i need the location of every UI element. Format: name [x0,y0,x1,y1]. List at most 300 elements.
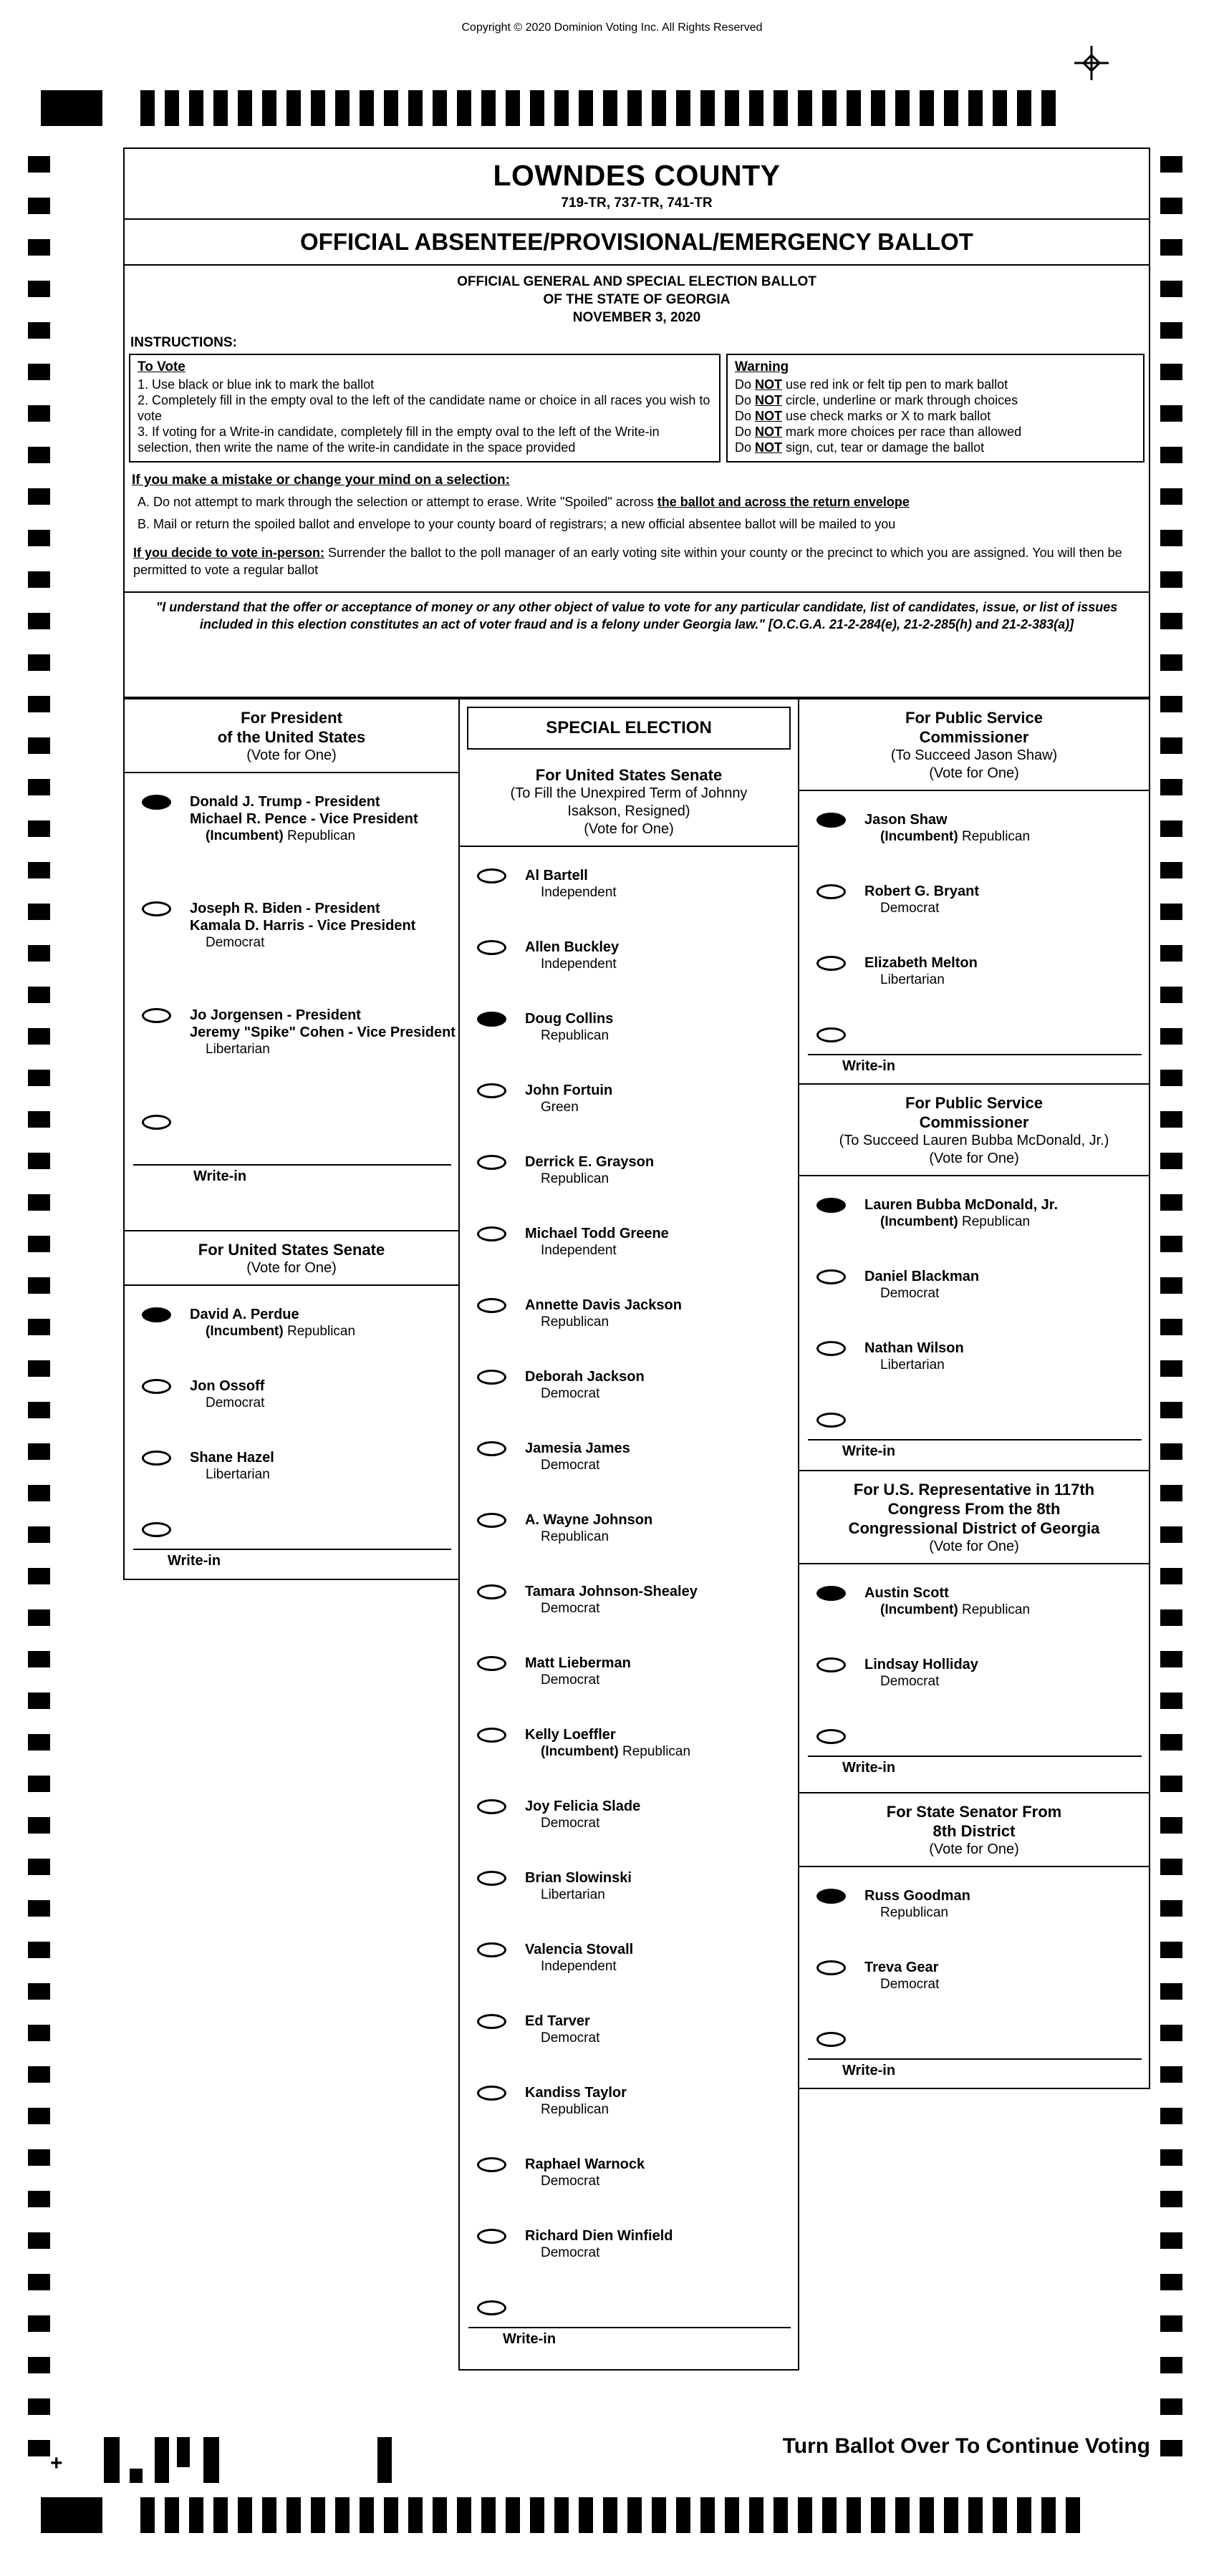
candidate-text [864,954,978,988]
party-name: Democrat [541,2174,600,2189]
candidate-party [525,2173,645,2189]
candidate-party [525,2245,673,2261]
candidate-text [525,1655,631,1688]
candidate-party [525,956,619,972]
write-in-oval[interactable] [142,1115,171,1130]
contest-title: Commissioner [919,1113,1029,1131]
candidate-party [190,1041,456,1057]
candidate-text [525,1297,682,1330]
party-name: Independent [541,885,617,900]
contest-state-senate-8 [798,1792,1150,2089]
candidate-name: Michael Todd Greene [525,1226,669,1241]
write-in-row [799,1026,1149,1042]
candidate-text [525,1583,698,1617]
timing-mark-block-bottom-left [41,2497,102,2533]
timing-marks-bottom [140,2497,1080,2533]
contest-title: For United States Senate [198,1241,385,1259]
party-name: Republican [541,1529,609,1544]
candidate-name: Joseph R. Biden - President [190,901,380,916]
oval-jo-jorgensen-president[interactable] [142,1008,171,1023]
oval-valencia-stovall[interactable] [477,1942,506,1957]
oval-brian-slowinski[interactable] [477,1871,506,1886]
oval-joseph-r-biden-president[interactable] [142,901,171,916]
candidate-party [525,1242,669,1259]
incumbent-label: (Incumbent) [880,1214,962,1229]
candidate-party [864,900,979,916]
candidate-row [125,1377,458,1411]
contest-title: For U.S. Representative in 117th [853,1481,1095,1498]
candidate-text [864,1196,1058,1230]
party-name: Republican [541,1028,609,1043]
candidate-row [460,1583,798,1617]
candidate-name: Nathan Wilson [864,1340,964,1356]
candidate-name: Doug Collins [525,1011,614,1027]
oval-john-fortuin[interactable] [477,1083,506,1098]
candidate-row [799,1959,1149,1992]
warning-item: Do NOT sign, cut, tear or damage the ballot [735,440,985,455]
candidate-party [864,1904,970,1921]
ballot-column-2 [458,698,799,2371]
contest-header [125,699,458,773]
in-person-section [125,533,1149,578]
to-vote-box [129,354,721,463]
warning-item: Do NOT mark more choices per race than allowed [735,425,1022,439]
alignment-bar [130,2469,143,2483]
candidate-party [525,1743,690,1760]
party-name: Republican [541,2102,609,2117]
oval-raphael-warnock[interactable] [477,2157,506,2172]
ballot-header [123,147,1150,698]
candidate-text [525,1368,645,1402]
candidate-text [864,1959,939,1992]
party-name: Democrat [541,2245,600,2260]
election-title-line: NOVEMBER 3, 2020 [572,310,701,325]
candidate-row [460,1225,798,1259]
instructions-boxes [125,354,1149,463]
oval-derrick-e-grayson[interactable] [477,1155,506,1170]
party-name: Democrat [880,1286,940,1301]
ballot-column-3 [798,698,1150,2089]
candidate-name: Allen Buckley [525,939,620,955]
candidate-text [190,793,418,844]
candidate-name: Donald J. Trump - President [190,794,380,810]
oval-treva-gear[interactable] [816,1960,846,1975]
candidate-name: Raphael Warnock [525,2156,645,2172]
timing-mark-block-top-left [41,90,102,126]
write-in-oval[interactable] [477,2300,506,2315]
candidate-name: Kandiss Taylor [525,2085,627,2101]
candidate-text [525,2084,627,2118]
write-in-label: Write-in [193,1168,247,1184]
oval-nathan-wilson[interactable] [816,1341,846,1356]
oval-david-a-perdue[interactable] [142,1307,171,1322]
contest-header [460,757,798,847]
contest-body [460,847,798,2356]
candidate-name: Jon Ossoff [190,1378,265,1394]
write-in-row [799,1411,1149,1428]
party-name: Republican [541,1314,609,1330]
incumbent-label: (Incumbent) [206,1324,287,1339]
warning-item: Do NOT circle, underline or mark through choices [735,393,1018,407]
candidate-party [525,1171,654,1187]
contest-note: Isakson, Resigned) [567,803,690,819]
candidate-row [125,793,458,844]
party-name: Libertarian [541,1887,605,1902]
candidate-name: Michael R. Pence - Vice President [190,811,418,827]
candidate-party [190,1323,355,1340]
write-in-row [460,2299,798,2315]
candidate-text [864,1584,1030,1618]
candidate-party [864,828,1030,845]
candidate-name: Richard Dien Winfield [525,2228,673,2244]
candidate-row [460,1941,798,1975]
candidate-name: Brian Slowinski [525,1870,632,1886]
candidate-name: Jamesia James [525,1440,630,1456]
party-name: Libertarian [880,972,945,987]
party-name: Republican [287,1324,356,1339]
candidate-row [460,867,798,901]
contest-special-us-senate [458,698,799,2371]
oval-annette-davis-jackson[interactable] [477,1298,506,1313]
incumbent-label: (Incumbent) [880,1602,962,1617]
party-name: Democrat [880,1977,940,1992]
oval-allen-buckley[interactable] [477,940,506,955]
candidate-text [190,1449,274,1483]
copyright-notice: Copyright © 2020 Dominion Voting Inc. All Rights Reserved [461,21,763,34]
contest-psc-mcdonald [798,1083,1150,1471]
candidate-text [525,1869,632,1903]
candidate-row [799,1887,1149,1921]
candidate-text [525,2013,599,2046]
oval-donald-j-trump-president[interactable] [142,795,171,810]
party-name: Libertarian [206,1467,270,1482]
mistake-title: If you make a mistake or change your mind on a selection: [132,473,510,488]
candidate-name: Russ Goodman [864,1888,970,1904]
write-in-label: Write-in [503,2331,556,2347]
write-in-oval[interactable] [816,1729,846,1744]
candidate-name: Kelly Loeffler [525,1727,616,1743]
in-person-title: If you decide to vote in-person: [133,546,325,560]
party-name: Democrat [541,2030,600,2045]
to-vote-item: 1. Use black or blue ink to mark the ballot [138,377,375,392]
instructions-label: INSTRUCTIONS: [130,335,237,350]
to-vote-items [138,377,712,455]
party-name: Republican [880,1905,949,1920]
candidate-name: Robert G. Bryant [864,883,980,899]
party-name: Republican [962,1602,1031,1617]
party-name: Democrat [206,935,265,950]
oval-russ-goodman[interactable] [816,1889,846,1904]
candidate-party [525,1600,698,1617]
candidate-name: Al Bartell [525,868,588,883]
candidate-party [525,1457,630,1473]
turn-ballot-over-instruction: Turn Ballot Over To Continue Voting [782,2434,1150,2458]
contest-instruction: (Vote for One) [246,747,337,763]
candidate-party [525,1385,645,1402]
candidate-text [864,883,979,916]
party-name: Democrat [541,1601,600,1616]
warning-title: Warning [735,359,789,374]
candidate-row [799,954,1149,988]
party-name: Democrat [541,1458,600,1473]
not-emphasis: NOT [755,409,783,423]
oval-elizabeth-melton[interactable] [816,956,846,971]
write-in-label: Write-in [842,1760,896,1776]
party-name: Republican [287,828,356,843]
candidate-row [125,1306,458,1340]
contest-body [799,1564,1149,1785]
contest-title: 8th District [933,1822,1016,1840]
write-in-row [125,1113,458,1130]
contest-title: For Public Service [905,709,1043,727]
contest-body [125,773,458,1193]
to-vote-item: 2. Completely fill in the empty oval to the left of the candidate name or choice in all races you wish to vote [138,393,710,423]
candidate-text [525,867,617,901]
contest-header [799,1085,1149,1176]
contest-instruction: (Vote for One) [929,765,1019,781]
mistake-line-a-text: A. Do not attempt to mark through the selection or attempt to erase. Write "Spoiled" across [138,495,657,509]
oval-shane-hazel[interactable] [142,1451,171,1466]
oval-daniel-blackman[interactable] [816,1269,846,1284]
write-in-oval[interactable] [816,1027,846,1042]
contest-instruction: (Vote for One) [929,1151,1019,1166]
candidate-party [525,1529,652,1545]
candidate-party [525,1314,682,1330]
contest-instruction: (Vote for One) [584,821,674,837]
oval-richard-dien-winfield[interactable] [477,2229,506,2244]
party-name: Green [541,1100,579,1115]
warning-item: Do NOT use red ink or felt tip pen to mark ballot [735,377,1008,392]
timing-marks-right [1160,156,1182,2456]
candidate-row [460,1511,798,1545]
candidate-text [525,1511,652,1545]
party-name: Republican [622,1744,691,1759]
not-emphasis: NOT [755,425,783,439]
to-vote-title: To Vote [138,359,185,374]
candidate-text [190,1007,456,1057]
contest-title: For Public Service [905,1094,1043,1112]
party-name: Independent [541,1959,617,1974]
candidate-row [460,939,798,972]
candidate-party [864,1673,978,1690]
contest-instruction: (Vote for One) [246,1260,337,1276]
candidate-row [460,2156,798,2189]
contest-body [125,1286,458,1578]
contest-title: Congressional District of Georgia [848,1519,1100,1537]
candidate-row [460,1153,798,1187]
party-name: Democrat [880,901,940,916]
party-name: Independent [541,957,617,972]
oval-al-bartell[interactable] [477,868,506,883]
oval-a-wayne-johnson[interactable] [477,1513,506,1528]
oval-lauren-bubba-mcdonald-jr[interactable] [816,1198,846,1213]
mistake-line-a-emphasis: the ballot and across the return envelope [657,495,910,509]
oval-michael-todd-greene[interactable] [477,1226,506,1241]
to-vote-item: 3. If voting for a Write-in candidate, completely fill in the empty oval to the left of the Write-in selection, then write the name of the write-in candidate in the space provided [138,425,660,455]
candidate-party [190,1466,274,1483]
oval-lindsay-holliday[interactable] [816,1657,846,1672]
oval-kandiss-taylor[interactable] [477,2086,506,2101]
candidate-row [460,1440,798,1473]
candidate-name: Valencia Stovall [525,1942,634,1957]
timing-marks-left [28,156,50,2456]
mistake-section [125,463,1149,533]
candidate-text [190,1306,355,1340]
candidate-party [864,1602,1030,1618]
candidate-row [799,811,1149,845]
candidate-party [864,1214,1058,1230]
candidate-row [460,2013,798,2046]
special-election-banner: SPECIAL ELECTION [467,707,791,750]
write-in-row [125,1521,458,1537]
party-name: Independent [541,1243,617,1258]
oval-tamara-johnson-shealey[interactable] [477,1584,506,1599]
mistake-line-a [132,488,1142,510]
candidate-party [190,1395,264,1411]
not-emphasis: NOT [755,440,783,455]
candidate-party [525,1027,613,1044]
oval-jamesia-james[interactable] [477,1441,506,1456]
contest-header [799,699,1149,791]
not-emphasis: NOT [755,393,783,407]
party-name: Libertarian [880,1357,945,1372]
candidate-row [799,1340,1149,1373]
candidate-name: Jason Shaw [864,812,948,828]
candidate-row [460,1082,798,1115]
ballot-column-1 [123,698,460,1580]
candidate-text [525,1082,612,1115]
election-title-line: OF THE STATE OF GEORGIA [543,292,731,307]
in-person-text: Surrender the ballot to the poll manager of an early voting site within your county or the precinct to which you are assigned. You will then be permitted to vote a regular ballot [133,546,1122,577]
contest-body [799,1867,1149,2088]
candidate-text [864,1268,979,1302]
contest-title: Congress From the 8th [887,1500,1061,1518]
contest-us-senate [123,1230,460,1580]
oval-robert-g-bryant[interactable] [816,884,846,899]
candidate-row [460,1798,798,1831]
warning-item: Do NOT use check marks or X to mark ballot [735,409,991,423]
contest-us-rep-8 [798,1470,1150,1793]
party-name: Democrat [541,1672,600,1688]
candidate-row [460,1368,798,1402]
candidate-name: Joy Felicia Slade [525,1798,641,1814]
contest-body [799,1176,1149,1468]
write-in-oval[interactable] [816,2032,846,2047]
candidate-party [525,2030,599,2046]
mistake-line-b: B. Mail or return the spoiled ballot and envelope to your county board of registrars; a new official absentee ballot will be mailed to you [138,517,896,531]
candidate-row [460,1869,798,1903]
candidate-name: Derrick E. Grayson [525,1154,655,1170]
candidate-name: Jo Jorgensen - President [190,1007,361,1023]
contest-title: For State Senator From [886,1803,1062,1821]
contest-note: (To Succeed Lauren Bubba McDonald, Jr.) [839,1133,1109,1148]
party-name: Libertarian [206,1042,270,1057]
contest-instruction: (Vote for One) [929,1841,1019,1857]
candidate-text [525,1941,633,1975]
candidate-name: Tamara Johnson-Shealey [525,1584,698,1599]
candidate-row [460,1655,798,1688]
candidate-name: Elizabeth Melton [864,955,978,971]
party-name: Democrat [541,1816,600,1831]
oval-joy-felicia-slade[interactable] [477,1799,506,1814]
candidate-row [460,1297,798,1330]
oval-doug-collins[interactable] [477,1012,506,1027]
oval-austin-scott[interactable] [816,1586,846,1601]
party-name: Republican [541,1171,609,1186]
candidate-text [190,1377,264,1411]
candidate-row [125,1007,458,1057]
oval-kelly-loeffler[interactable] [477,1728,506,1743]
candidate-text [525,2227,673,2261]
candidate-name: David A. Perdue [190,1307,299,1322]
candidate-name: A. Wayne Johnson [525,1512,653,1528]
candidate-text [525,2156,645,2189]
incumbent-label: (Incumbent) [541,1744,622,1759]
candidate-party [525,2101,627,2118]
candidate-row [460,1726,798,1760]
write-in-oval[interactable] [816,1413,846,1428]
candidate-party [864,1357,964,1373]
candidate-name: Lindsay Holliday [864,1657,978,1672]
contest-note: (To Fill the Unexpired Term of Johnny [510,785,748,801]
candidate-party [864,1976,939,1992]
party-name: Democrat [206,1395,265,1410]
oval-jon-ossoff[interactable] [142,1379,171,1394]
candidate-row [125,1449,458,1483]
contest-title: For President [241,709,342,727]
candidate-party [525,1672,631,1688]
write-in-label: Write-in [842,1443,896,1459]
candidate-text [864,1656,978,1690]
warning-box [726,354,1145,463]
warning-items [735,377,1136,455]
election-title-line: OFFICIAL GENERAL AND SPECIAL ELECTION BALLOT [457,274,816,289]
contest-title: Commissioner [919,728,1029,746]
timing-marks-top [140,90,1056,126]
oval-deborah-jackson[interactable] [477,1370,506,1385]
write-in-oval[interactable] [142,1522,171,1537]
candidate-row [460,2227,798,2261]
precinct-codes: 719-TR, 737-TR, 741-TR [561,195,713,210]
write-in-row [799,1728,1149,1744]
fraud-statement: "I understand that the offer or acceptance of money or any other object of value to vote for any particular candidate, list of candidates, issue, or list of issues included in this election constitutes an act of voter fraud and is a felony under Georgia law." [O.C.G.A. 21-2-284(e), 21-2-285(h) and 21-2-383(a)] [125,591,1149,641]
candidate-party [525,884,617,901]
oval-jason-shaw[interactable] [816,813,846,828]
not-emphasis: NOT [755,377,783,392]
oval-ed-tarver[interactable] [477,2014,506,2029]
candidate-row [460,1010,798,1044]
write-in-row [799,2030,1149,2047]
candidate-party [864,972,978,988]
party-name: Democrat [880,1674,940,1689]
candidate-party [525,1815,640,1831]
party-name: Republican [962,829,1031,844]
oval-matt-lieberman[interactable] [477,1656,506,1671]
candidate-party [190,828,418,844]
contest-instruction: (Vote for One) [929,1539,1019,1554]
candidate-text [525,1440,630,1473]
write-in-label: Write-in [842,2063,896,2078]
candidate-row [799,1196,1149,1230]
election-title [125,266,1149,331]
write-in-label: Write-in [842,1058,896,1074]
candidate-row [799,883,1149,916]
candidate-name: Shane Hazel [190,1450,274,1466]
contest-body [799,791,1149,1083]
incumbent-label: (Incumbent) [206,828,287,843]
candidate-name: Jeremy "Spike" Cohen - Vice President [190,1025,456,1040]
candidate-name: Deborah Jackson [525,1369,645,1385]
